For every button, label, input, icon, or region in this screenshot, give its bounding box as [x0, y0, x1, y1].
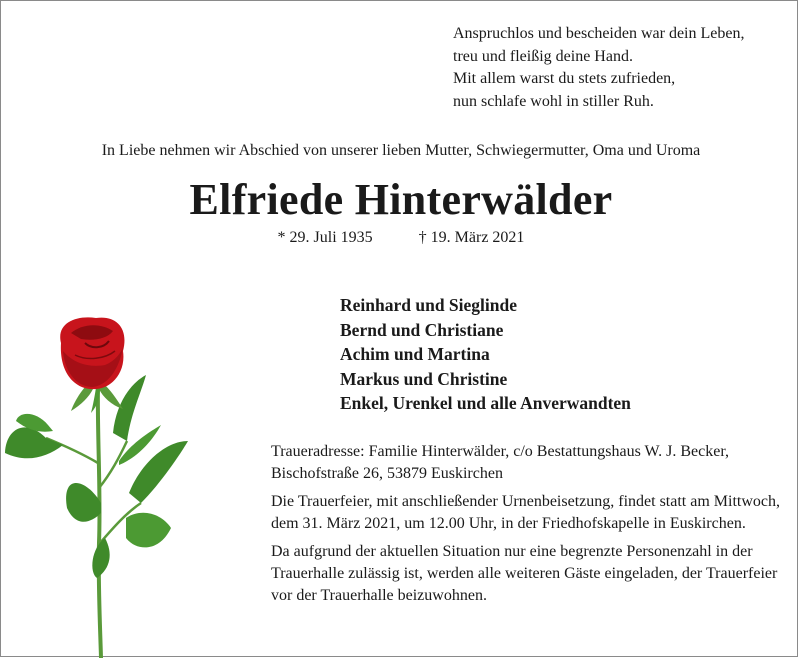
mourners-list — [340, 293, 631, 416]
funeral-info — [271, 441, 781, 613]
poem-line: treu und fleißig deine Hand. — [453, 47, 633, 65]
intro-text: In Liebe nehmen wir Abschied von unserer lieben Mutter, Schwiegermutter, Oma und Uroma — [101, 142, 701, 159]
mourner-line: Bernd und Christiane — [340, 319, 504, 340]
poem-line: Mit allem warst du stets zufrieden, — [453, 70, 676, 87]
notice-text: Da aufgrund der aktuellen Situation nur eine begrenzte Personenzahl in der Trauerhalle zulässig ist, werden alle weiteren Gäste eingeladen, der Trauerfeier vor der Trauerhalle beizuwohnen. — [271, 542, 778, 605]
poem-line: Anspruchlos und bescheiden war dein Leben, — [453, 25, 745, 42]
address-line: Traueradresse: Familie Hinterwälder, c/o Bestattungshaus W. J. Becker, — [271, 443, 730, 460]
red-rose-image — [1, 313, 201, 658]
mourner-line: Markus und Christine — [340, 368, 508, 389]
death-date: † 19. März 2021 — [418, 229, 525, 246]
mourner-line: Reinhard und Sieglinde — [340, 295, 517, 315]
poem — [453, 23, 744, 113]
mourning-address — [271, 441, 781, 486]
ceremony-text: Die Trauerfeier, mit anschließender Urnenbeisetzung, findet statt am Mittwoch, dem 31. März 2021, um 12.00 Uhr, in der Friedhofskapelle in Euskirchen. — [271, 492, 780, 533]
deceased-name: Elfriede Hinterwälder — [189, 175, 613, 224]
mourner-line: Achim und Martina — [340, 344, 490, 364]
life-dates — [1, 229, 800, 247]
poem-line: nun schlafe wohl in stiller Ruh. — [453, 92, 654, 110]
birth-date: * 29. Juli 1935 — [277, 229, 373, 246]
address-line: Bischofstraße 26, 53879 Euskirchen — [271, 465, 503, 483]
mourner-line: Enkel, Urenkel und alle Anverwandten — [340, 393, 631, 413]
